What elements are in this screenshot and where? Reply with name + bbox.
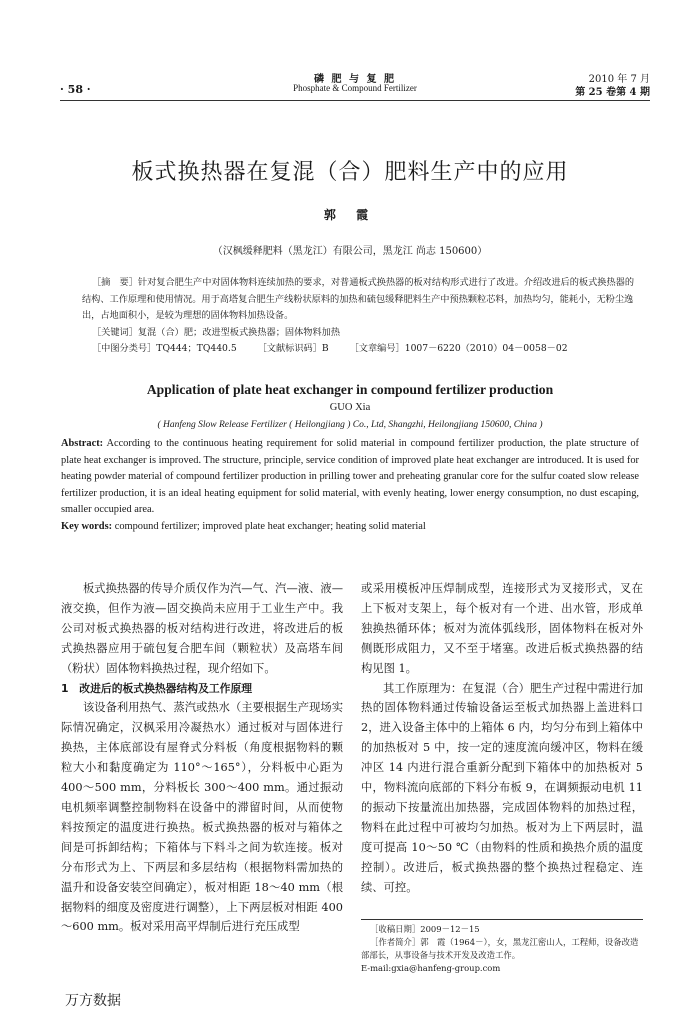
keywords-en: compound fertilizer; improved plate heat exchanger; heating solid material <box>114 520 426 532</box>
journal-title-en: Phosphate & Compound Fertilizer <box>293 83 417 93</box>
classification-line <box>92 341 638 358</box>
affiliation-en: ( Hanfeng Slow Release Fertilizer ( Heilongjiang ) Co., Ltd, Shangzhi, Heilongjiang 150600, China ) <box>157 420 543 430</box>
section-heading-1: 1 改进后的板式换热器结构及工作原理 <box>61 681 253 695</box>
author-bio: ［作者简介］郭 霞（1964－），女，黑龙江密山人，工程师，设备改造部部长，从事设备与技术开发及改造工作。 <box>361 937 639 960</box>
paragraph-structure-cont: 或采用模板冲压焊制成型，连接形式为叉接形式，叉在上下板对支架上，每个板对有一个进、出水管，形成单独换热循环体；板对为流体弧线形，固体物料在板对外侧既形成阻力，又不至于堵塞。改进后板式换热器的结构见图 1。 <box>361 582 643 675</box>
article-title-en: Application of plate heat exchanger in compound fertilizer production <box>146 382 554 397</box>
issue-volume: 第 25 卷第 4 期 <box>575 87 650 98</box>
author-email: E-mail:gxia@hanfeng-group.com <box>361 963 501 973</box>
paragraph-intro: 板式换热器的传导介质仅作为汽—气、汽—液、液—液交换，但作为液—固交换尚未应用于工业生产中。我公司对板式换热器的板对结构进行改进，将改进后的板式换热器应用于硫包复合肥车间（颗粒状）及高塔车间（粉状）固体物料换热过程，现介绍如下。 <box>61 582 343 675</box>
watermark: 万方数据 <box>65 993 121 1009</box>
abstract-cn <box>82 275 638 358</box>
paragraph-structure: 该设备利用热气、蒸汽或热水（主要根据生产现场实际情况确定，汉枫采用冷凝热水）通过板对与固体进行换热，主体底部设有屋脊式分料板（角度根据物料的颗粒大小和黏度确定为 110°～165°），分料板中心距为 400～500 mm，分料板长 300～400 mm。通过振动电机频率调整控制物料在设备中的滞留时间，从而使物料按预定的温度进行换热。板式换热器的板对与箱体之间是可拆卸结构；下箱体与下料斗之间为软连接。板对分布形式为上、下两层和多层结构（根据物料需加热的温升和设备安装空间确定），板对相距 18～40 mm（根据物料的细度及密度进行调整），上下两层板对相距 400～600 mm。板对采用高平焊制后进行充压成型 <box>61 701 343 934</box>
footnote <box>361 919 643 975</box>
affiliation-cn: （汉枫缓释肥料（黑龙江）有限公司，黑龙江 尚志 150600） <box>212 246 488 257</box>
journal-title-cn: 磷 肥 与 复 肥 <box>314 74 396 85</box>
keywords-cn: ［关键词］复混（合）肥；改进型板式换热器；固体物料加热 <box>92 326 341 338</box>
abstract-en-label: Abstract: <box>61 438 104 449</box>
author-cn: 郭 霞 <box>323 208 377 222</box>
clc-number: ［中图分类号］TQ444；TQ440.5 <box>92 343 237 355</box>
abstract-en-text: According to the continuous heating requirement for solid material in compound fertilizer production, the plate structure of plate heat exchanger is improved. The structure, principle, service condition of improved plate heat exchanger are introduced. It is used for heating powder material of compound fertilizer production in prilling tower and preheating granular core for the sulfur coated slow release fertilizer production, it is an ideal heating equipment for solid material, with evenly heating, lower energy consumption, no dust escaping, smaller occupied area. <box>61 438 639 516</box>
received-date: ［收稿日期］2009－12－15 <box>370 924 480 934</box>
body-column-left <box>61 579 343 937</box>
abstract-cn-text: ［摘 要］针对复合肥生产中对固体物料连续加热的要求，对普通板式换热器的板对结构形式进行了改进。介绍改进后的板式换热器的结构、工作原理和使用情况。用于高塔复合肥生产线粉状原料的加热和硫包缓释肥料生产中预热颗粒芯料，加热均匀，能耗小，无粉尘逸出，占地面积小，是较为理想的固体物料加热设备。 <box>82 277 635 322</box>
abstract-en <box>61 436 639 536</box>
article-id: ［文章编号］1007－6220（2010）04－0058－02 <box>349 343 568 355</box>
keywords-en-label: Key words: <box>61 520 113 532</box>
running-header <box>60 70 650 101</box>
document-code: ［文献标识码］B <box>257 343 329 355</box>
issue-date: 2010 年 7 月 <box>588 74 650 85</box>
paragraph-principle: 其工作原理为：在复混（合）肥生产过程中需进行加热的固体物料通过传输设备运至板式加热器上盖进料口 2，进入设备主体中的上箱体 6 内，均匀分布到上箱体中的加热板对 5 中，按一定的速度流向缓冲区，物料在缓冲区 14 内进行混合重新分配到下箱体中的加热板对 5 中，物料流向底部的下料分布板 9，在调频振动电机 11 的振动下按量流出加热器，完成固体物料的加热过程，物料在此过程中可被均匀加热。板对为上下两层时，温度可提高 10～50 ℃（由物料的性质和换热介质的温度控制）。改进后，板式换热器的整个换热过程稳定、连续、可控。 <box>361 681 643 894</box>
author-en: GUO Xia <box>329 402 371 413</box>
body-column-right <box>361 579 643 898</box>
article-title-cn: 板式换热器在复混（合）肥料生产中的应用 <box>131 160 569 185</box>
page-number: · 58 · <box>60 83 91 96</box>
